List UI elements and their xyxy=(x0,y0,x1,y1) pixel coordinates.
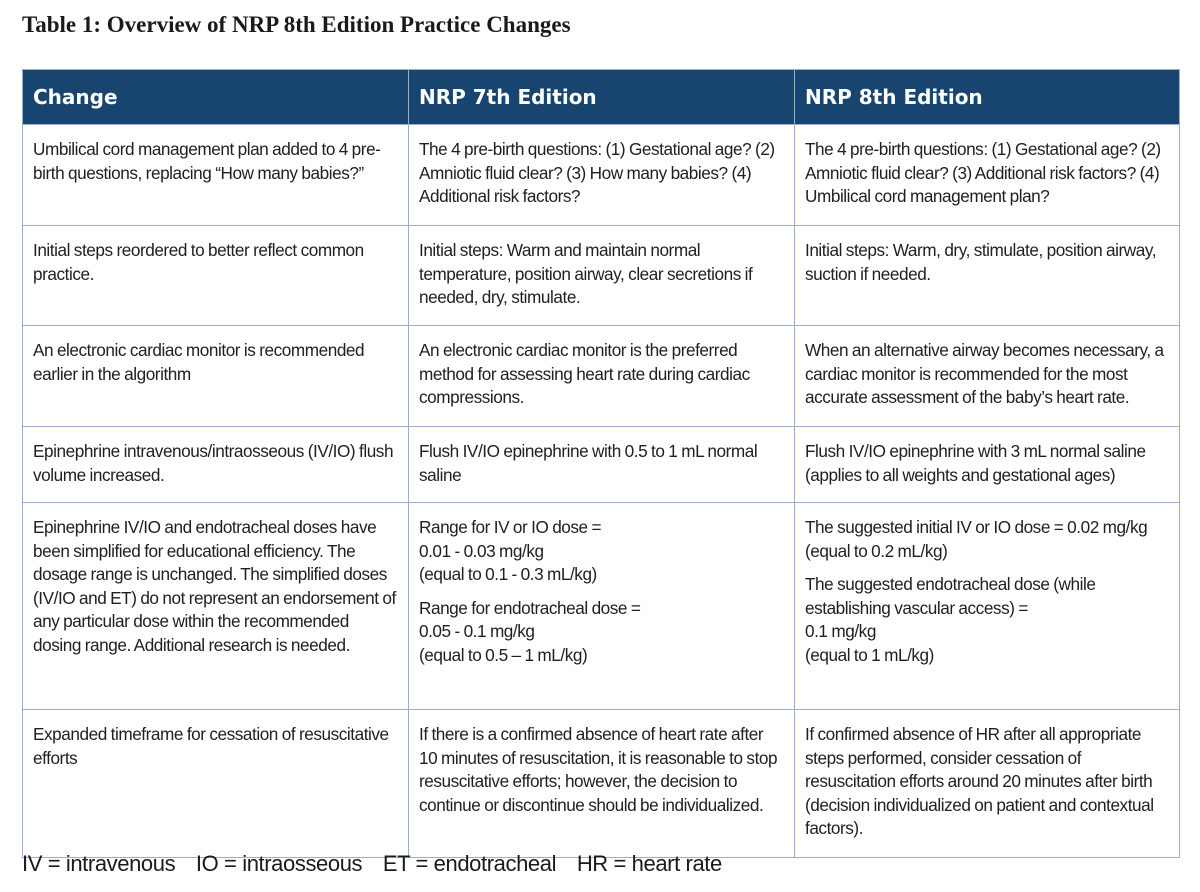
nrp8-iv-io-dose xyxy=(805,516,1169,563)
abbrev-et: ET = endotracheal xyxy=(382,851,557,876)
dose-line: (equal to 0.1 - 0.3 mL/kg) xyxy=(419,564,597,584)
table-row xyxy=(23,326,1180,427)
cell-change: Epinephrine IV/IO and endotracheal doses have been simplified for educational efficiency. The dosage range is unchanged. The simplified doses (IV/IO and ET) do not represent an endorsement of any particular dose within the recommended dosing range. Additional research is needed. xyxy=(23,503,409,710)
header-change: Change xyxy=(23,70,409,125)
table-row xyxy=(23,710,1180,858)
nrp8-et-dose xyxy=(805,573,1169,667)
table-row xyxy=(23,427,1180,503)
cell-nrp7: Flush IV/IO epinephrine with 0.5 to 1 mL normal saline xyxy=(409,427,795,503)
cell-nrp8: When an alternative airway becomes necessary, a cardiac monitor is recommended for the most accurate assessment of the baby’s heart rate. xyxy=(795,326,1180,427)
cell-nrp7: Initial steps: Warm and maintain normal temperature, position airway, clear secretions if needed, dry, stimulate. xyxy=(409,226,795,326)
cell-nrp7: If there is a confirmed absence of heart rate after 10 minutes of resuscitation, it is reasonable to stop resuscitative efforts; however, the decision to continue or discontinue should be individualized. xyxy=(409,710,795,858)
cell-change: Expanded timeframe for cessation of resuscitative efforts xyxy=(23,710,409,858)
dose-line: (equal to 1 mL/kg) xyxy=(805,644,934,665)
cell-change: Umbilical cord management plan added to 4 pre-birth questions, replacing “How many babies?” xyxy=(23,125,409,226)
abbrev-hr: HR = heart rate xyxy=(576,851,722,876)
cell-nrp8: Initial steps: Warm, dry, stimulate, position airway, suction if needed. xyxy=(795,226,1180,326)
dose-line: The suggested initial IV or IO dose = 0.02 mg/kg xyxy=(805,517,1148,537)
header-nrp7: NRP 7th Edition xyxy=(409,70,795,125)
nrp7-iv-io-dose xyxy=(419,516,784,587)
practice-changes-table xyxy=(22,69,1180,858)
table-row xyxy=(23,125,1180,226)
dose-line: 0.1 mg/kg xyxy=(805,621,876,641)
cell-nrp7 xyxy=(409,503,795,710)
header-nrp8: NRP 8th Edition xyxy=(795,70,1180,125)
dose-line: (equal to 0.5 – 1 mL/kg) xyxy=(419,644,588,665)
dose-line: Range for endotracheal dose = xyxy=(419,597,641,618)
dose-line: Range for IV or IO dose = xyxy=(419,517,602,537)
abbreviations-footnote xyxy=(22,851,737,877)
dose-line: 0.05 - 0.1 mg/kg xyxy=(419,621,535,641)
abbrev-io: IO = intraosseous xyxy=(195,851,363,876)
cell-change: An electronic cardiac monitor is recommended earlier in the algorithm xyxy=(23,326,409,427)
dose-line: (equal to 0.2 mL/kg) xyxy=(805,540,948,561)
table-title: Table 1: Overview of NRP 8th Edition Practice Changes xyxy=(22,12,571,37)
table-row xyxy=(23,503,1180,710)
cell-nrp8: The 4 pre-birth questions: (1) Gestational age? (2) Amniotic fluid clear? (3) Additional risk factors? (4) Umbilical cord management plan? xyxy=(795,125,1180,226)
cell-nrp7: An electronic cardiac monitor is the preferred method for assessing heart rate during cardiac compressions. xyxy=(409,326,795,427)
cell-nrp7: The 4 pre-birth questions: (1) Gestational age? (2) Amniotic fluid clear? (3) How many babies? (4) Additional risk factors? xyxy=(409,125,795,226)
cell-nrp8: Flush IV/IO epinephrine with 3 mL normal saline (applies to all weights and gestational ages) xyxy=(795,427,1180,503)
cell-change: Epinephrine intravenous/intraosseous (IV/IO) flush volume increased. xyxy=(23,427,409,503)
cell-nrp8: If confirmed absence of HR after all appropriate steps performed, consider cessation of resuscitation efforts around 20 minutes after birth (decision individualized on patient and contextual factors). xyxy=(795,710,1180,858)
nrp7-et-dose xyxy=(419,597,784,668)
table-header-row xyxy=(23,70,1180,125)
cell-nrp8 xyxy=(795,503,1180,710)
abbrev-iv: IV = intravenous xyxy=(22,851,176,876)
dose-line: 0.01 - 0.03 mg/kg xyxy=(419,540,544,561)
table-row xyxy=(23,226,1180,326)
cell-change: Initial steps reordered to better reflect common practice. xyxy=(23,226,409,326)
dose-line: The suggested endotracheal dose (while establishing vascular access) = xyxy=(805,574,1096,618)
